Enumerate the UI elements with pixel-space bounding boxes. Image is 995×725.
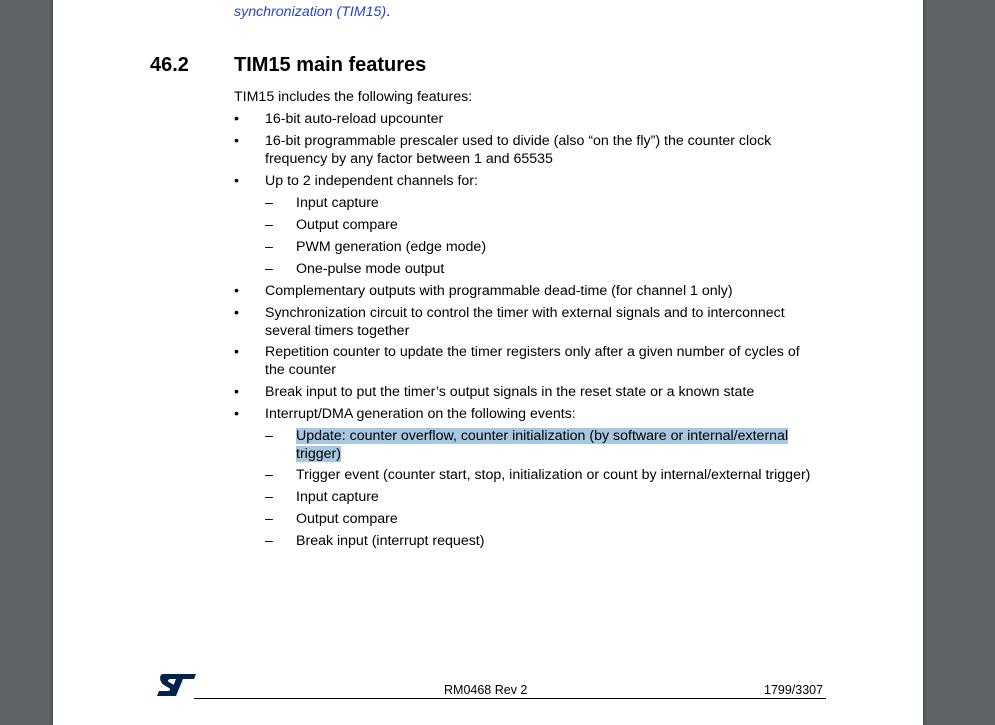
list-item-text-line: several timers together bbox=[265, 322, 410, 339]
sub-list-item-text: Input capture bbox=[296, 489, 379, 505]
bullet: • bbox=[234, 283, 239, 299]
list-item-text: Interrupt/DMA generation on the following events: bbox=[265, 406, 576, 422]
section-number: 46.2 bbox=[150, 54, 189, 76]
footer-doc-ref: RM0468 Rev 2 bbox=[444, 683, 528, 697]
sub-list-item-text: Break input (interrupt request) bbox=[296, 533, 485, 549]
header-fragment-trailing: . bbox=[386, 4, 391, 20]
st-logo-icon bbox=[155, 672, 199, 698]
list-item-text: 16-bit auto-reload upcounter bbox=[265, 111, 444, 127]
bullet: • bbox=[234, 305, 239, 321]
list-item-text bbox=[265, 344, 825, 379]
dash: – bbox=[265, 428, 273, 444]
sub-list-item-text: Input capture bbox=[296, 195, 379, 211]
bullet: • bbox=[234, 406, 239, 422]
sub-list-item-text: One-pulse mode output bbox=[296, 261, 445, 277]
bullet: • bbox=[234, 111, 239, 127]
bullet: • bbox=[234, 133, 239, 149]
selected-text[interactable]: trigger) bbox=[296, 445, 341, 462]
list-item-text: Break input to put the timer’s output signals in the reset state or a known state bbox=[265, 384, 755, 400]
footer-rule bbox=[194, 698, 826, 699]
dash: – bbox=[265, 489, 273, 505]
list-item-text bbox=[265, 133, 825, 168]
section-intro: TIM15 includes the following features: bbox=[234, 89, 473, 105]
dash: – bbox=[265, 217, 273, 233]
dash: – bbox=[265, 261, 273, 277]
selected-text[interactable]: or internal/external bbox=[666, 428, 789, 444]
dash: – bbox=[265, 533, 273, 549]
footer-page-number: 1799/3307 bbox=[764, 683, 824, 697]
dash: – bbox=[265, 467, 273, 483]
dash: – bbox=[265, 511, 273, 527]
list-item-text-line: Synchronization circuit to control the timer with external signals and to interconnect bbox=[265, 305, 785, 321]
bullet: • bbox=[234, 384, 239, 400]
selected-text[interactable]: Update: counter overflow, counter initialization bbox=[296, 428, 586, 444]
list-item-text: Up to 2 independent channels for: bbox=[265, 173, 478, 189]
sub-list-item-text: Trigger event (counter start, stop, initialization or count by internal/external trigger) bbox=[296, 467, 811, 483]
list-item-text-line: Repetition counter to update the timer registers only after a given number of cycles of bbox=[265, 344, 800, 360]
list-item-text-line: 16-bit programmable prescaler used to divide (also “on the fly”) the counter clock bbox=[265, 133, 772, 149]
bullet: • bbox=[234, 173, 239, 189]
header-fragment bbox=[234, 4, 390, 20]
selected-text[interactable]: (by software bbox=[585, 428, 667, 444]
dash: – bbox=[265, 195, 273, 211]
list-item-text bbox=[265, 305, 825, 340]
sub-list-item-text: Output compare bbox=[296, 217, 398, 233]
document-page bbox=[53, 0, 923, 725]
sub-list-item-text: Output compare bbox=[296, 511, 398, 527]
bullet: • bbox=[234, 344, 239, 360]
sub-list-item-text: PWM generation (edge mode) bbox=[296, 239, 487, 255]
list-item-text-line: frequency by any factor between 1 and 65535 bbox=[265, 150, 553, 167]
cross-reference-link[interactable]: synchronization (TIM15) bbox=[234, 4, 387, 20]
sub-list-item-text[interactable] bbox=[296, 428, 846, 463]
list-item-text: Complementary outputs with programmable dead-time (for channel 1 only) bbox=[265, 283, 733, 299]
dash: – bbox=[265, 239, 273, 255]
list-item-text-line: the counter bbox=[265, 361, 336, 378]
section-title: TIM15 main features bbox=[234, 54, 427, 76]
